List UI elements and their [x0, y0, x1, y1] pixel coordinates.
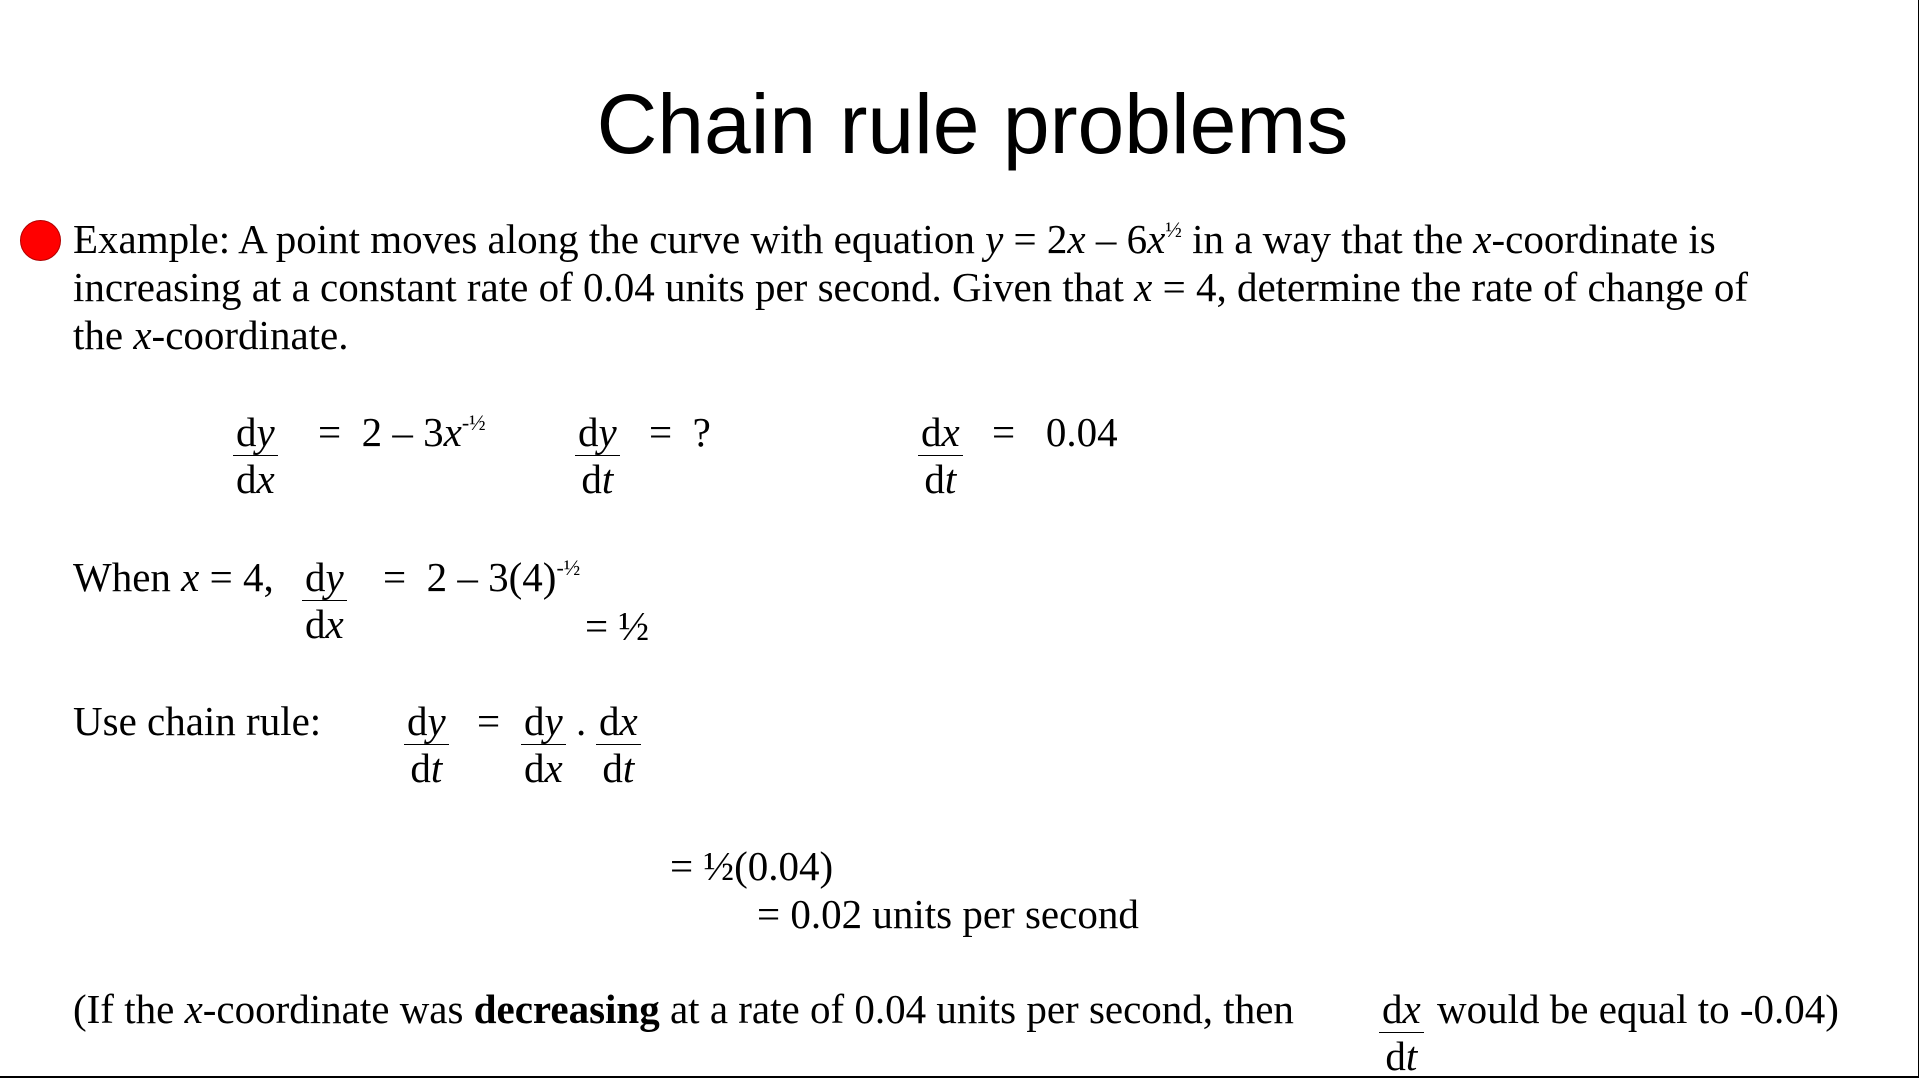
- example-text: [73, 215, 1903, 359]
- when-dydx-fraction: [302, 554, 347, 647]
- fraction-numerator: dx: [1379, 986, 1424, 1033]
- chain-dydt-fraction: [404, 698, 449, 791]
- when-rhs: = $2 - 3(4)^{-\frac{1}{2}}$: [383, 554, 581, 600]
- fraction-numerator: dx: [596, 698, 641, 745]
- fraction-denominator: dx: [236, 456, 275, 502]
- fraction-denominator: dt: [602, 745, 635, 791]
- fraction-numerator: dx: [918, 409, 963, 456]
- fraction-denominator: dx: [305, 601, 344, 647]
- example-line-3: the x-coordinate.: [73, 312, 349, 358]
- slide-title: Chain rule problems: [596, 77, 1349, 171]
- note-dxdt-fraction: [1379, 986, 1424, 1079]
- note-after: would be equal to -0.04): [1437, 986, 1839, 1032]
- fraction-denominator: dx: [524, 745, 563, 791]
- fraction-numerator: dy: [233, 409, 278, 456]
- dydt-fraction: [575, 409, 620, 502]
- example-line-2: increasing at a constant rate of 0.04 units per second. Given that x = 4, determine the rate of change of: [73, 264, 1749, 310]
- chain-dot: .: [576, 698, 587, 744]
- dydx-fraction: [233, 409, 278, 502]
- chain-dydx-fraction: [521, 698, 566, 791]
- example-line-1: Example: A point moves along the curve with equation $y = 2x - 6x^{\frac{1}{2}}$ in a way that the x-coordinate is: [73, 216, 1716, 262]
- fraction-denominator: dt: [410, 745, 443, 791]
- chain-equals: =: [477, 698, 501, 744]
- fraction-denominator: dt: [1385, 1033, 1418, 1079]
- dxdt-rhs: = 0.04: [992, 409, 1118, 455]
- bullet-dot-icon: [20, 220, 61, 261]
- fraction-numerator: dy: [521, 698, 566, 745]
- chain-dxdt-fraction: [596, 698, 641, 791]
- fraction-denominator: dt: [924, 456, 957, 502]
- chain-label: Use chain rule:: [73, 698, 322, 744]
- fraction-denominator: dt: [581, 456, 614, 502]
- fraction-numerator: dy: [404, 698, 449, 745]
- chain-step-2: = 0.02 units per second: [757, 891, 1139, 937]
- when-result: = ½: [585, 603, 650, 649]
- when-prefix: When x = 4,: [73, 554, 274, 600]
- dxdt-fraction: [918, 409, 963, 502]
- dydt-rhs: = ?: [649, 409, 711, 455]
- fraction-numerator: dy: [302, 554, 347, 601]
- note-before: (If the x-coordinate was decreasing at a rate of 0.04 units per second, then: [73, 986, 1294, 1032]
- fraction-numerator: dy: [575, 409, 620, 456]
- chain-step-1: = ½(0.04): [670, 843, 834, 889]
- dydx-rhs: = $2 - 3x^{-\frac{1}{2}}$: [318, 409, 486, 455]
